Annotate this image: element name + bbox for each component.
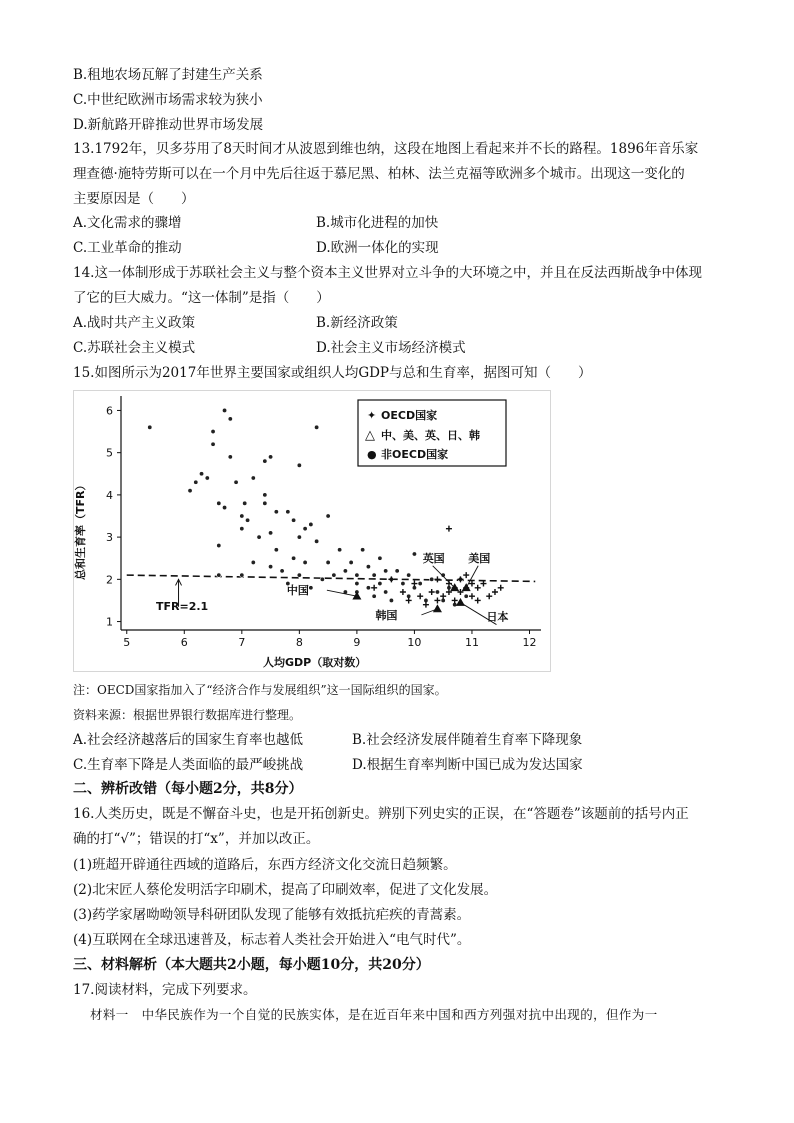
non-oecd-point: [251, 560, 255, 564]
non-oecd-point: [297, 463, 301, 467]
non-oecd-point: [263, 459, 267, 463]
non-oecd-point: [372, 573, 376, 577]
legend-non-oecd: 非OECD国家: [381, 448, 449, 461]
legend-five-countries: 中、美、英、日、韩: [381, 429, 480, 442]
non-oecd-point: [274, 510, 278, 514]
non-oecd-point: [263, 501, 267, 505]
non-oecd-point: [234, 480, 238, 484]
non-oecd-point: [332, 573, 336, 577]
q14-option-c: C.苏联社会主义模式: [73, 340, 196, 356]
non-oecd-point: [228, 455, 232, 459]
non-oecd-point: [222, 505, 226, 509]
non-oecd-point: [337, 548, 341, 552]
q12-option-c: C.中世纪欧洲市场需求较为狭小: [73, 92, 263, 108]
non-oecd-point: [372, 594, 376, 598]
q15-option-d: D.根据生育率判断中国已成为发达国家: [352, 757, 583, 773]
x-tick-label: 11: [464, 636, 479, 649]
non-oecd-point: [194, 480, 198, 484]
q14-option-d: D.社会主义市场经济模式: [316, 340, 466, 356]
section-3-heading: 三、材料解析（本大题共2小题，每小题10分，共20分）: [73, 957, 430, 973]
q13-option-a: A.文化需求的骤增: [73, 215, 182, 231]
non-oecd-point: [291, 518, 295, 522]
non-oecd-point: [366, 586, 370, 590]
q16-stem-line1: 16.人类历史，既是不懈奋斗史，也是开拓创新史。辨别下列史实的正误，在“答题卷”该题前的括号内正: [73, 806, 689, 822]
non-oecd-point: [320, 577, 324, 581]
q17-stem: 17.阅读材料，完成下列要求。: [73, 982, 257, 998]
non-oecd-point: [435, 590, 439, 594]
non-oecd-point: [464, 594, 468, 598]
y-tick-label: 4: [106, 488, 113, 502]
non-oecd-point: [309, 586, 313, 590]
non-oecd-point: [291, 556, 295, 560]
x-tick-label: 10: [407, 636, 422, 649]
section-2-heading: 二、辨析改错（每小题2分，共8分）: [73, 781, 303, 797]
non-oecd-point: [257, 535, 261, 539]
non-oecd-point: [245, 518, 249, 522]
non-oecd-point: [251, 476, 255, 480]
q16-item-2: (2)北宋匠人蔡伦发明活字印刷术，提高了印刷效率，促进了文化发展。: [73, 882, 498, 898]
non-oecd-point: [228, 417, 232, 421]
country-label: 日本: [486, 610, 509, 624]
q13-stem-line1: 13.1792年，贝多芬用了8天时间才从波恩到维也纳，这段在地图上看起来并不长的路程。1896年音乐家: [73, 141, 699, 157]
non-oecd-point: [355, 581, 359, 585]
non-oecd-point: [314, 539, 318, 543]
q15-option-b: B.社会经济发展伴随着生育率下降现象: [352, 732, 583, 748]
non-oecd-point: [303, 526, 307, 530]
q14-option-a: A.战时共产主义政策: [73, 315, 196, 331]
q14-stem-line2: 了它的巨大威力。“这一体制”是指（ ）: [73, 290, 330, 306]
non-oecd-point: [389, 598, 393, 602]
non-oecd-point: [240, 526, 244, 530]
non-oecd-point: [242, 501, 246, 505]
country-label: 美国: [468, 551, 491, 565]
non-oecd-point: [240, 573, 244, 577]
non-oecd-point: [268, 531, 272, 535]
q16-item-1: (1)班超开辟通往西域的道路后，东西方经济文化交流日趋频繁。: [73, 857, 457, 873]
x-axis-title: 人均GDP（取对数）: [263, 656, 367, 669]
non-oecd-point: [383, 569, 387, 573]
x-tick-label: 7: [238, 636, 246, 649]
non-oecd-point: [217, 501, 221, 505]
non-oecd-point: [222, 408, 226, 412]
q12-option-b: B.租地农场瓦解了封建生产关系: [73, 67, 263, 83]
y-axis-title: 总和生育率（TFR）: [74, 479, 87, 580]
q14-stem-line1: 14.这一体制形成于苏联社会主义与整个资本主义世界对立斗争的大环境之中，并且在反法西斯战争中体现: [73, 265, 702, 281]
legend-circle-icon: ●: [367, 448, 377, 461]
legend-plus-icon: ✦: [367, 409, 377, 422]
chart-note: 注：OECD国家指加入了“经济合作与发展组织”这一国际组织的国家。: [73, 683, 447, 697]
non-oecd-point: [366, 564, 370, 568]
non-oecd-point: [395, 569, 399, 573]
non-oecd-point: [406, 573, 410, 577]
y-tick-label: 2: [106, 573, 113, 587]
non-oecd-point: [378, 556, 382, 560]
tfr-reference-label: TFR=2.1: [156, 600, 209, 613]
y-tick-label: 6: [106, 404, 113, 418]
x-tick-label: 12: [522, 636, 537, 649]
non-oecd-point: [211, 442, 215, 446]
y-tick-label: 1: [106, 615, 113, 629]
country-label: 中国: [286, 584, 309, 598]
non-oecd-point: [188, 488, 192, 492]
q13-option-c: C.工业革命的推动: [73, 240, 182, 256]
non-oecd-point: [286, 510, 290, 514]
q13-stem-line2: 理查德·施特劳斯可以在一个月中先后往返于慕尼黑、柏林、法兰克福等欧洲多个城市。出现这一变化的: [73, 166, 685, 182]
non-oecd-point: [309, 522, 313, 526]
non-oecd-point: [217, 573, 221, 577]
q12-option-d: D.新航路开辟推动世界市场发展: [73, 117, 264, 133]
country-label: 英国: [422, 551, 445, 565]
non-oecd-point: [268, 564, 272, 568]
q13-option-b: B.城市化进程的加快: [316, 215, 439, 231]
chart-source: 资料来源：根据世界银行数据库进行整理。: [73, 708, 302, 722]
non-oecd-point: [429, 577, 433, 581]
non-oecd-point: [280, 569, 284, 573]
q16-stem-line2: 确的打“√”；错误的打“x”，并加以改正。: [73, 831, 320, 847]
legend: [358, 400, 506, 466]
legend-oecd: OECD国家: [381, 409, 438, 422]
non-oecd-point: [303, 560, 307, 564]
non-oecd-point: [418, 581, 422, 585]
x-tick-label: 9: [353, 636, 361, 649]
non-oecd-point: [412, 552, 416, 556]
x-tick-label: 5: [123, 636, 131, 649]
gdp-tfr-chart: [73, 390, 551, 672]
non-oecd-point: [401, 581, 405, 585]
y-tick-label: 3: [106, 531, 113, 545]
non-oecd-point: [268, 455, 272, 459]
q16-item-4: (4)互联网在全球迅速普及，标志着人类社会开始进入“电气时代”。: [73, 932, 471, 948]
non-oecd-point: [148, 425, 152, 429]
q16-item-3: (3)药学家屠呦呦领导科研团队发现了能够有效抵抗疟疾的青蒿素。: [73, 907, 471, 923]
non-oecd-point: [297, 535, 301, 539]
q15-option-c: C.生育率下降是人类面临的最严峻挑战: [73, 757, 304, 773]
non-oecd-point: [326, 560, 330, 564]
non-oecd-point: [360, 548, 364, 552]
non-oecd-point: [297, 573, 301, 577]
q13-stem-line3: 主要原因是（ ）: [73, 191, 195, 207]
country-label: 韩国: [375, 608, 398, 622]
q17-material-1: 材料一 中华民族作为一个自觉的民族实体，是在近百年来中国和西方列强对抗中出现的，但作为一: [90, 1007, 658, 1022]
non-oecd-point: [205, 476, 209, 480]
non-oecd-point: [211, 429, 215, 433]
non-oecd-point: [343, 569, 347, 573]
x-tick-label: 8: [295, 636, 303, 649]
non-oecd-point: [383, 590, 387, 594]
legend-triangle-icon: △: [365, 428, 375, 443]
non-oecd-point: [263, 493, 267, 497]
non-oecd-point: [240, 514, 244, 518]
non-oecd-point: [326, 514, 330, 518]
scatter-plot: [73, 390, 551, 672]
q15-stem: 15.如图所示为2017年世界主要国家或组织人均GDP与总和生育率，据图可知（ ）: [73, 365, 592, 381]
non-oecd-point: [217, 543, 221, 547]
x-tick-label: 6: [180, 636, 188, 649]
non-oecd-point: [355, 573, 359, 577]
q13-option-d: D.欧洲一体化的实现: [316, 240, 439, 256]
q14-option-b: B.新经济政策: [316, 315, 398, 331]
non-oecd-point: [199, 472, 203, 476]
non-oecd-point: [314, 425, 318, 429]
y-tick-label: 5: [106, 446, 113, 460]
non-oecd-point: [378, 581, 382, 585]
non-oecd-point: [349, 560, 353, 564]
non-oecd-point: [274, 548, 278, 552]
q15-option-a: A.社会经济越落后的国家生育率也越低: [73, 732, 304, 748]
